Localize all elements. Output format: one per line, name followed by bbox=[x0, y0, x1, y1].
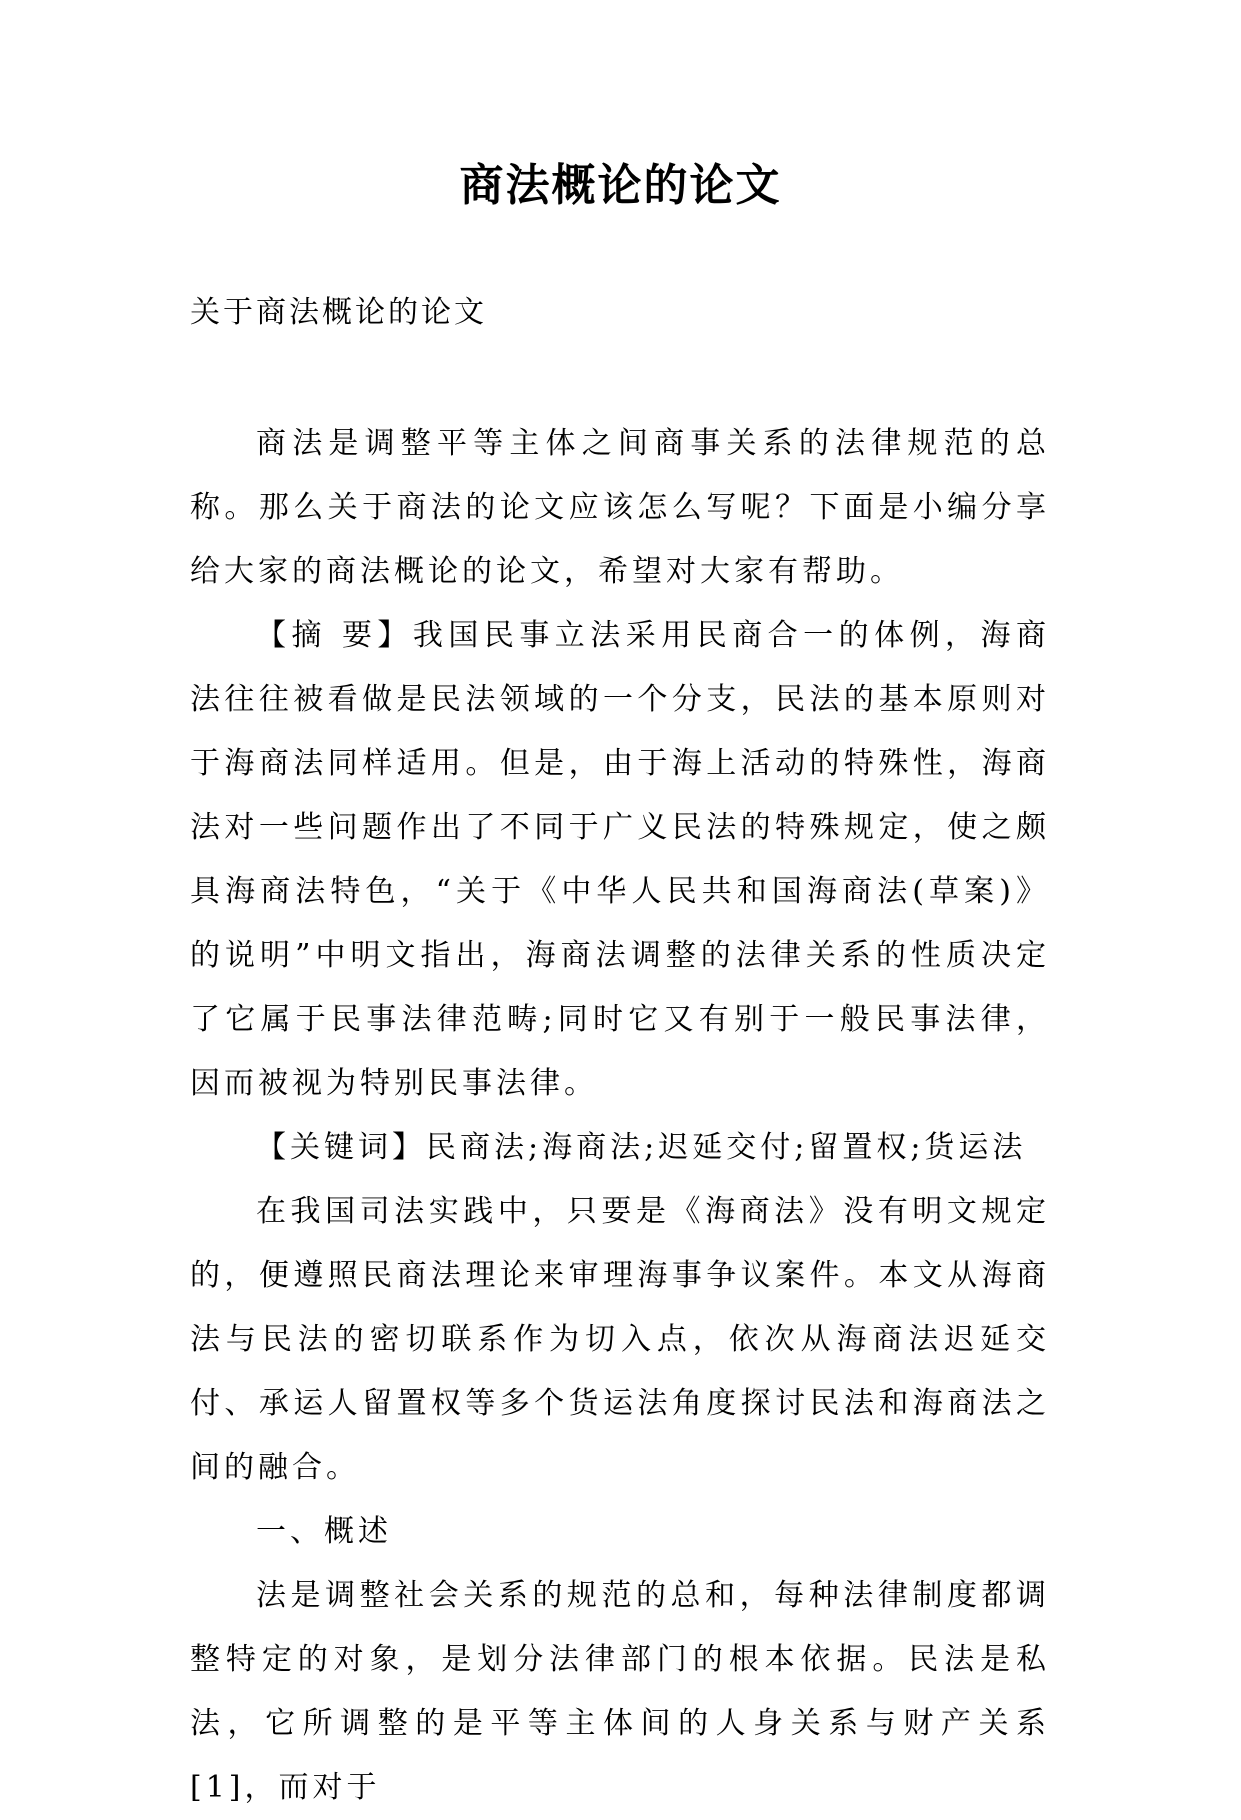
section-heading-overview: 一、概述 bbox=[256, 1514, 392, 1549]
document-subtitle: 关于商法概论的论文 bbox=[190, 295, 487, 330]
paragraph-intro: 商法是调整平等主体之间商事关系的法律规范的总称。那么关于商法的论文应该怎么写呢？下面是小编分享给大家的商法概论的论文，希望对大家有帮助。 bbox=[190, 426, 1050, 589]
paragraph-abstract: 【摘 要】我国民事立法采用民商合一的体例，海商法往往被看做是民法领域的一个分支，民法的基本原则对于海商法同样适用。但是，由于海上活动的特殊性，海商法对一些问题作出了不同于广义民法的特殊规定，使之颇具海商法特色，“关于《中华人民共和国海商法(草案)》的说明”中明文指出，海商法调整的法律关系的性质决定了它属于民事法律范畴;同时它又有别于一般民事法律，因而被视为特别民事法律。 bbox=[190, 618, 1050, 1101]
document-title: 商法概论的论文 bbox=[459, 160, 782, 211]
paragraph-keywords: 【关键词】民商法;海商法;迟延交付;留置权;货运法 bbox=[256, 1130, 1027, 1165]
paragraph-overview: 法是调整社会关系的规范的总和，每种法律制度都调整特定的对象，是划分法律部门的根本依据。民法是私法，它所调整的是平等主体间的人身关系与财产关系[1]，而对于 bbox=[190, 1578, 1050, 1805]
document-body bbox=[190, 412, 1050, 1820]
paragraph-practice: 在我国司法实践中，只要是《海商法》没有明文规定的，便遵照民商法理论来审理海事争议案件。本文从海商法与民法的密切联系作为切入点，依次从海商法迟延交付、承运人留置权等多个货运法角度探讨民法和海商法之间的融合。 bbox=[190, 1194, 1050, 1485]
